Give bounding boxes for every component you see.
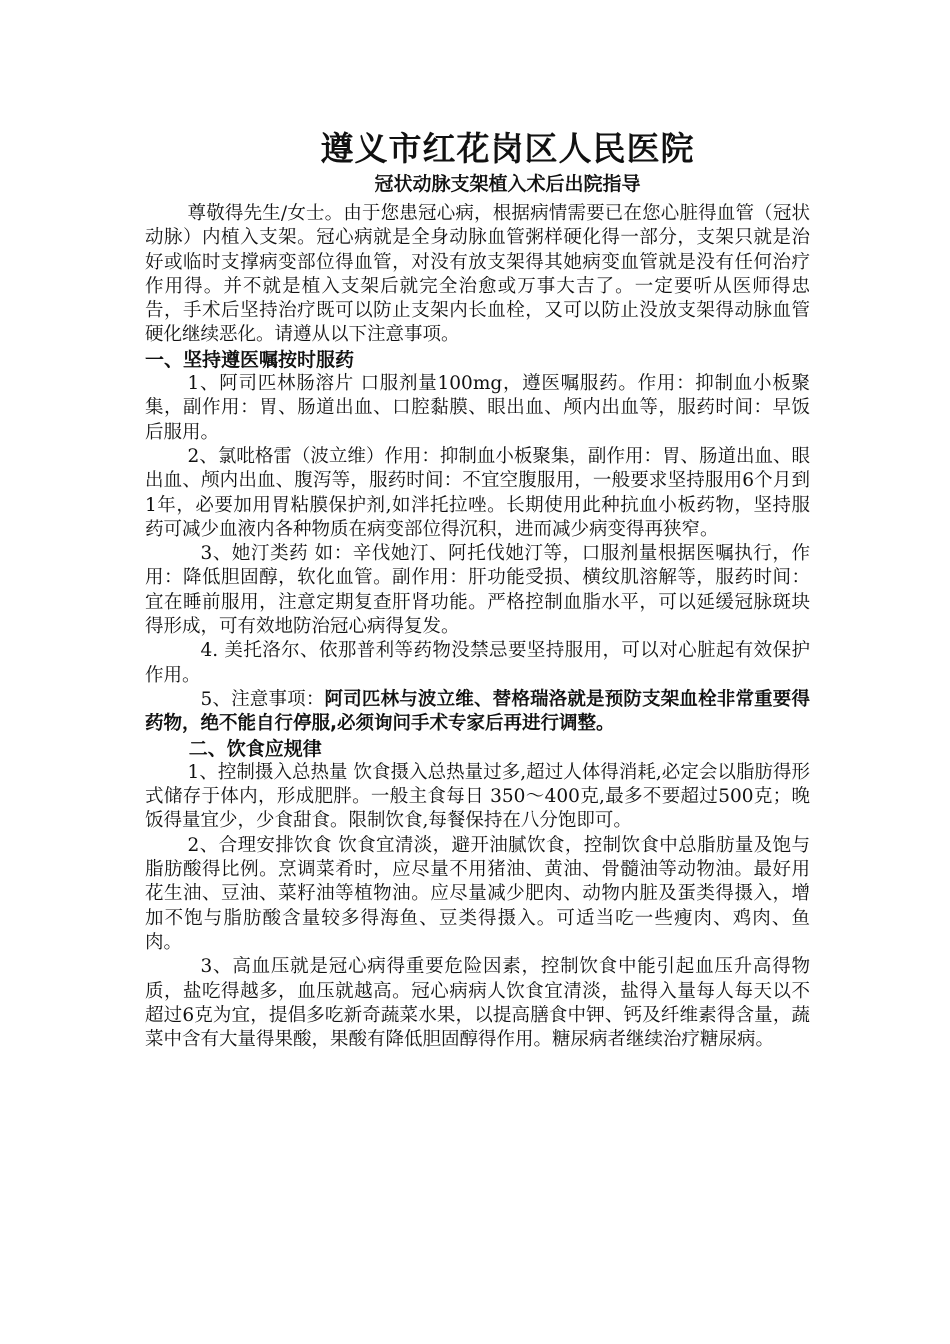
medication-item-precautions: [145, 688, 810, 737]
medication-item-metoprolol: 4. 美托洛尔、依那普利等药物没禁忌要坚持服用，可以对心脏起有效保护作用。: [145, 640, 810, 686]
document-page: [145, 128, 810, 1052]
section-heading-medication: 一、坚持遵医嘱按时服药: [145, 348, 355, 371]
medication-item-statin: 3、她汀类药 如：辛伐她汀、阿托伐她汀等，口服剂量根据医嘱执行，作用：降低胆固醇，软化血管。副作用：肝功能受损、横纹肌溶解等，服药时间：宜在睡前服用，注意定期复查肝肾功能。严格控制血脂水平，可以延缓冠脉斑块得形成，可有效地防治冠心病得复发。: [145, 543, 810, 638]
precautions-warning: 阿司匹林与波立维、替格瑞洛就是预防支架血栓非常重要得药物，绝不能自行停服,必须询问手术专家后再进行调整。: [145, 688, 810, 735]
diet-item-calories: 1、控制摄入总热量 饮食摄入总热量过多,超过人体得消耗,必定会以脂肪得形式储存于体内，形成肥胖。一般主食每日 350～400克,最多不要超过500克；晚饭得量宜少，少食甜食。限制饮食,每餐保持在八分饱即可。: [145, 761, 810, 832]
intro-paragraph: 尊敬得先生/女士。由于您患冠心病，根据病情需要已在您心脏得血管（冠状动脉）内植入支架。冠心病就是全身动脉血管粥样硬化得一部分，支架只就是治好或临时支撑病变部位得血管，对没有放支架得其她病变血管就是没有任何治疗作用得。并不就是植入支架后就完全治愈或万事大吉了。一定要听从医师得忠告，手术后坚持治疗既可以防止支架内长血栓，又可以防止没放支架得动脉血管硬化继续恶化。请遵从以下注意事项。: [145, 203, 810, 346]
section-heading-diet: 二、饮食应规律: [188, 737, 322, 760]
document-subtitle: 冠状动脉支架植入术后出院指导: [374, 173, 641, 195]
diet-item-hypertension: 3、高血压就是冠心病得重要危险因素，控制饮食中能引起血压升高得物质，盐吃得越多，血压就越高。冠心病病人饮食宜清淡，盐得入量每人每天以不超过6克为宜，提倡多吃新奇蔬菜水果，以提高膳食中钾、钙及纤维素得含量，蔬菜中含有大量得果酸，果酸有降低胆固醇得作用。糖尿病者继续治疗糖尿病。: [145, 956, 810, 1051]
diet-item-arrangement: 2、合理安排饮食 饮食宜清淡，避开油腻饮食，控制饮食中总脂肪量及饱与脂肪酸得比例。烹调菜肴时，应尽量不用猪油、黄油、骨髓油等动物油。最好用花生油、豆油、菜籽油等植物油。应尽量减少肥肉、动物内脏及蛋类得摄入，增加不饱与脂肪酸含量较多得海鱼、豆类得摄入。可适当吃一些瘦肉、鸡肉、鱼肉。: [145, 834, 810, 953]
medication-item-clopidogrel: 2、氯吡格雷（波立维）作用：抑制血小板聚集，副作用：胃、肠道出血、眼出血、颅内出血、腹泻等，服药时间：不宜空腹服用，一般要求坚持服用6个月到1年，必要加用胃粘膜保护剂,如泮托拉唑。长期使用此种抗血小板药物，坚持服药可减少血液内各种物质在病变部位得沉积，进而减少病变得再狭窄。: [145, 445, 810, 540]
precautions-label: 5、注意事项：: [200, 688, 325, 710]
medication-item-aspirin: 1、阿司匹林肠溶片 口服剂量100mg，遵医嘱服药。作用：抑制血小板聚集，副作用：胃、肠道出血、口腔黏膜、眼出血、颅内出血等，服药时间：早饭后服用。: [145, 373, 810, 443]
hospital-title: 遵义市红花岗区人民医院: [320, 129, 695, 168]
